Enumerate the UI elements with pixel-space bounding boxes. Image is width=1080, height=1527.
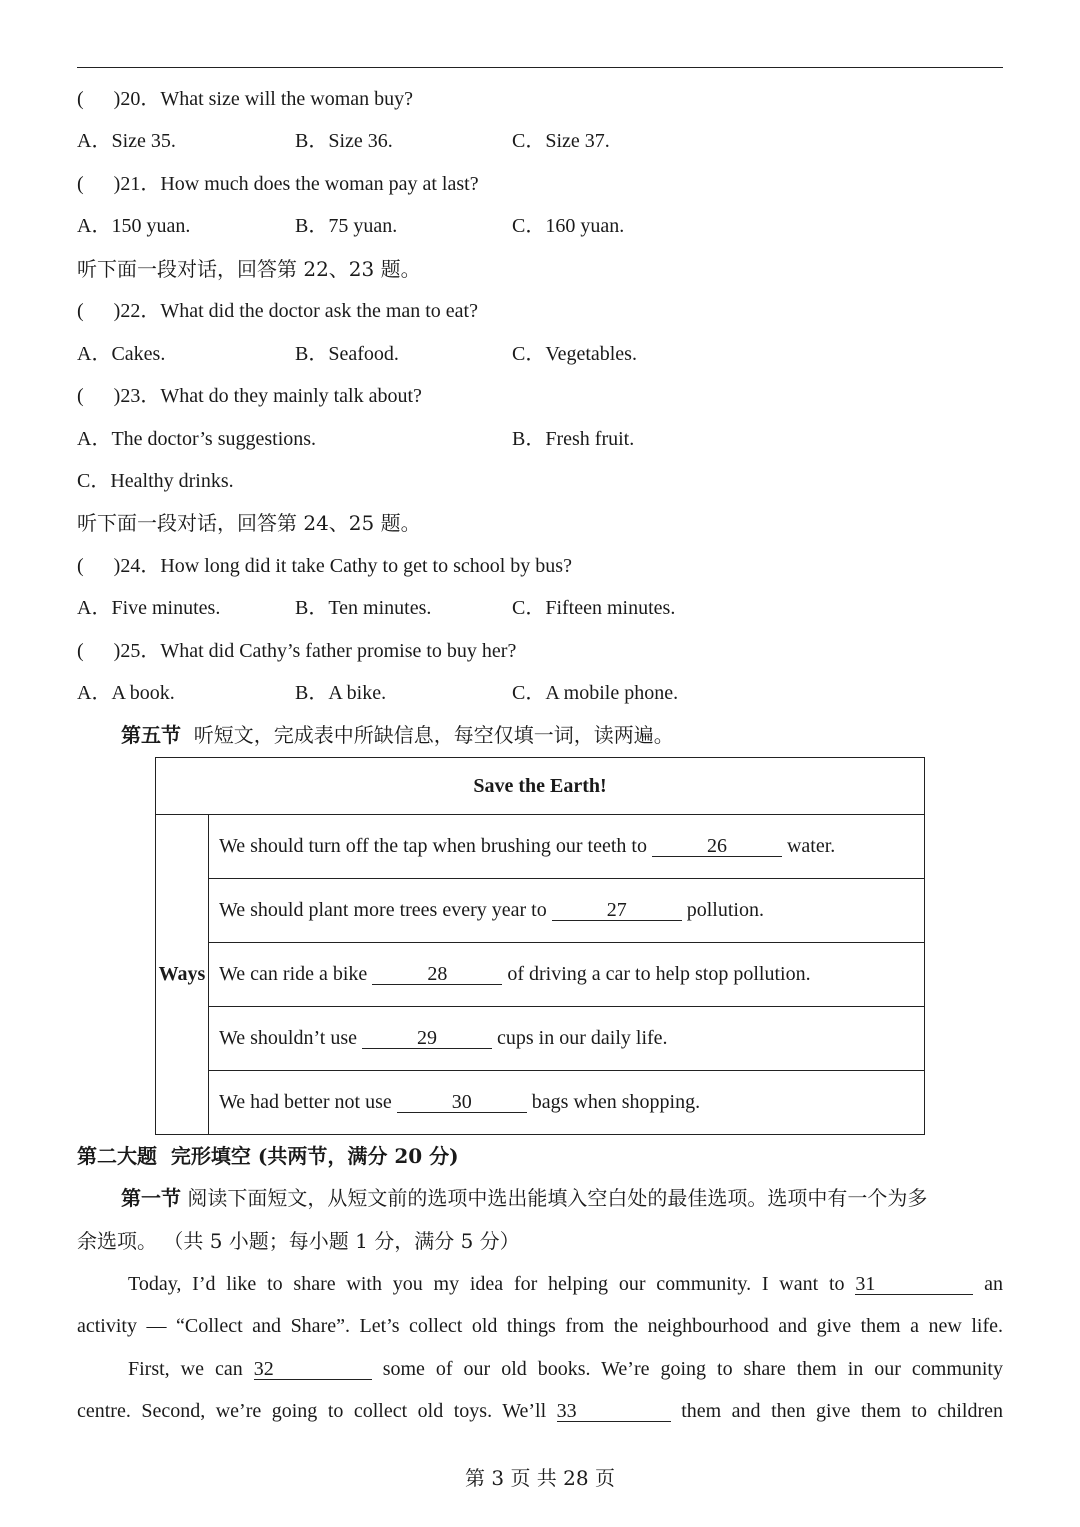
- blank-30[interactable]: 30: [397, 1092, 527, 1113]
- question-number: 22．: [120, 300, 161, 322]
- question-number: 25．: [120, 640, 161, 662]
- answer-paren[interactable]: ( ): [77, 173, 121, 195]
- table-row: We had better not use 30 bags when shopping.: [209, 1071, 925, 1135]
- instruction-22-23: 听下面一段对话，回答第 22、23 题。: [77, 257, 421, 281]
- part2-heading: 第二大题 完形填空 (共两节，满分 20 分): [77, 1144, 459, 1168]
- question-23: [77, 384, 422, 408]
- option-a: A．150 yuan.: [77, 215, 191, 237]
- passage-line-1: Today, I’d like to share with you my idea for helping our community. I want to 31 an: [128, 1273, 1004, 1295]
- save-earth-table: [155, 757, 925, 1135]
- page-footer: 第 3 页 共 28 页: [465, 1466, 615, 1490]
- option-c: C．160 yuan.: [512, 215, 625, 237]
- answer-paren[interactable]: ( ): [77, 640, 121, 662]
- question-text: What did Cathy’s father promise to buy her?: [160, 640, 517, 662]
- passage-line-2: activity — “Collect and Share”. Let’s collect old things from the neighbourhood and give them a new life.: [77, 1315, 1003, 1337]
- instruction-24-25: 听下面一段对话，回答第 24、25 题。: [77, 511, 421, 535]
- section5-heading: [121, 723, 674, 747]
- question-text: How much does the woman pay at last?: [160, 173, 479, 195]
- ways-label: Ways: [156, 815, 209, 1135]
- question-21: [77, 172, 479, 196]
- option-c: C．A mobile phone.: [512, 682, 679, 704]
- answer-paren[interactable]: ( ): [77, 555, 121, 577]
- question-text: How long did it take Cathy to get to school by bus?: [160, 555, 572, 577]
- blank-29[interactable]: 29: [362, 1028, 492, 1049]
- option-a: A．The doctor’s suggestions.: [77, 428, 317, 450]
- option-a: A．A book.: [77, 682, 175, 704]
- blank-26[interactable]: 26: [652, 836, 782, 857]
- option-c: C．Fifteen minutes.: [512, 597, 676, 619]
- option-b: B．Fresh fruit.: [512, 428, 635, 450]
- table-row: We should turn off the tap when brushing our teeth to 26 water.: [209, 815, 925, 879]
- option-b: B．Size 36.: [295, 130, 393, 152]
- table-title: Save the Earth!: [156, 758, 925, 815]
- passage-line-3: First, we can 32 some of our old books. We’re going to share them in our community: [128, 1358, 1003, 1380]
- answer-paren[interactable]: ( ): [77, 88, 121, 110]
- answer-paren[interactable]: ( ): [77, 300, 121, 322]
- section1-label: 第一节: [121, 1186, 181, 1210]
- question-number: 21．: [120, 173, 161, 195]
- question-text: What did the doctor ask the man to eat?: [160, 300, 478, 322]
- blank-27[interactable]: 27: [552, 900, 682, 921]
- question-text: What size will the woman buy?: [160, 88, 414, 110]
- part2-section1-line1: 第一节 阅读下面短文，从短文前的选项中选出能填入空白处的最佳选项。选项中有一个为多: [121, 1186, 928, 1210]
- question-number: 20．: [120, 88, 161, 110]
- blank-33[interactable]: 33: [557, 1401, 671, 1422]
- option-b: B．A bike.: [295, 682, 387, 704]
- top-rule: [77, 67, 1003, 68]
- question-24: [77, 554, 572, 578]
- question-number: 24．: [120, 555, 161, 577]
- answer-paren[interactable]: ( ): [77, 385, 121, 407]
- option-c: C．Healthy drinks.: [77, 470, 234, 492]
- blank-28[interactable]: 28: [372, 964, 502, 985]
- question-text: What do they mainly talk about?: [160, 385, 422, 407]
- part2-section1-line2: 余选项。 （共 5 小题；每小题 1 分，满分 5 分）: [77, 1229, 520, 1253]
- option-b: B．Ten minutes.: [295, 597, 432, 619]
- question-22: [77, 299, 478, 323]
- table-row: We can ride a bike 28 of driving a car to help stop pollution.: [209, 943, 925, 1007]
- option-b: B．Seafood.: [295, 343, 399, 365]
- question-20: [77, 87, 413, 111]
- option-c: C．Size 37.: [512, 130, 610, 152]
- option-a: A．Cakes.: [77, 343, 166, 365]
- question-number: 23．: [120, 385, 161, 407]
- passage-line-4: centre. Second, we’re going to collect old toys. We’ll 33 them and then give them to children: [77, 1400, 1004, 1422]
- option-a: A．Five minutes.: [77, 597, 221, 619]
- blank-32[interactable]: 32: [254, 1359, 372, 1380]
- option-c: C．Vegetables.: [512, 343, 637, 365]
- table-row: We should plant more trees every year to 27 pollution.: [209, 879, 925, 943]
- section5-text: 听短文，完成表中所缺信息，每空仅填一词，读两遍。: [193, 723, 674, 747]
- option-b: B．75 yuan.: [295, 215, 398, 237]
- question-25: [77, 639, 516, 663]
- section5-label: 第五节: [121, 723, 181, 747]
- table-row: We shouldn’t use 29 cups in our daily life.: [209, 1007, 925, 1071]
- option-a: A．Size 35.: [77, 130, 176, 152]
- blank-31[interactable]: 31: [855, 1274, 973, 1295]
